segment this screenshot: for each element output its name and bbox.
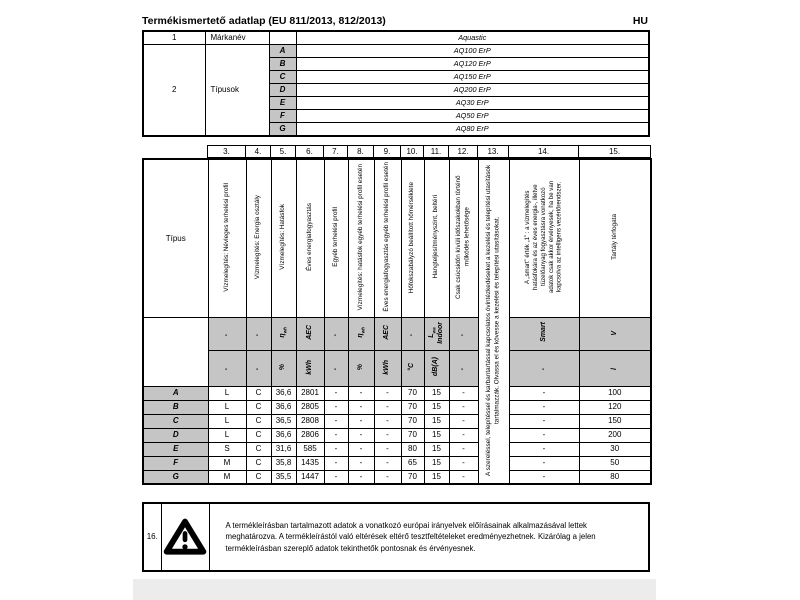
data-cell: - — [374, 400, 401, 414]
type-letter: C — [269, 71, 296, 84]
data-cell: - — [348, 442, 374, 456]
symbol-cell — [449, 317, 478, 350]
symbol-text: $\eta_{wh}$ — [356, 327, 365, 338]
type-letter: A — [269, 45, 296, 58]
data-cell: - — [374, 428, 401, 442]
data-cell: 15 — [424, 442, 449, 456]
type-value: AQ30 ErP — [296, 97, 649, 110]
column-header-text: Hangteljesítményszint, beltéri — [432, 195, 440, 279]
note-16-box — [142, 502, 650, 572]
unit-text: - — [459, 368, 467, 371]
unit-text: °C — [408, 362, 416, 371]
data-cell: M — [208, 456, 246, 470]
data-cell: C — [246, 442, 271, 456]
data-row — [143, 456, 651, 470]
data-cell: - — [449, 470, 478, 484]
data-cell: - — [348, 428, 374, 442]
unit-cell — [579, 350, 651, 386]
unit-cell — [449, 350, 478, 386]
column-number: 9. — [374, 146, 401, 158]
data-cell: 50 — [579, 456, 651, 470]
unit-row — [143, 350, 651, 386]
data-cell: - — [324, 400, 348, 414]
column-header-cell — [324, 159, 348, 317]
data-cell: 36,6 — [271, 386, 296, 400]
symbol-cell — [424, 317, 449, 350]
symbol-cell — [208, 317, 246, 350]
column-number: 5. — [271, 146, 296, 158]
symbol-text: - — [254, 333, 262, 336]
data-cell: - — [509, 470, 579, 484]
title-bar — [142, 15, 648, 27]
data-cell: - — [374, 470, 401, 484]
data-cell: - — [348, 400, 374, 414]
row-type-letter: G — [143, 470, 208, 484]
symbol-cell — [271, 317, 296, 350]
data-cell: 70 — [401, 428, 424, 442]
note-text: A termékleírásban tartalmazott adatok a vonatkozó európai irányelvek előírásainak alkalmazásával lettek meghatározva. A termékleírástól való eltérések eltérő tesztfeltételeket eredményezhetnek. Kizárólag a jelen termékleírásban szereplő adatok tekinthetők pontosnak és érvényesnek. — [209, 503, 649, 571]
data-cell: L — [208, 428, 246, 442]
data-cell: 15 — [424, 400, 449, 414]
symbol-text: $L_{wa}$ Indoor — [427, 321, 444, 344]
data-cell: 15 — [424, 386, 449, 400]
unit-text: kWh — [383, 359, 391, 375]
data-row — [143, 470, 651, 484]
column-number: 14. — [509, 146, 579, 158]
symbol-text: V — [610, 331, 618, 336]
column-header-text: Vízmelegítés: Hatásfok — [279, 204, 287, 271]
column-number: 13. — [478, 146, 509, 158]
warning-icon-cell — [161, 503, 209, 571]
data-cell: C — [246, 470, 271, 484]
column-header-text: Éves energiafogyasztás egyéb terhelési profil esetén — [383, 162, 391, 312]
type-row — [143, 45, 649, 58]
unit-text: kWh — [305, 359, 313, 375]
data-cell: 15 — [424, 428, 449, 442]
column-number-row — [208, 146, 651, 158]
note-row — [143, 503, 649, 571]
data-cell: - — [374, 386, 401, 400]
data-cell: 150 — [579, 414, 651, 428]
column-header-cell — [208, 159, 246, 317]
column-number: 10. — [401, 146, 424, 158]
column-number: 7. — [324, 146, 348, 158]
column-header-cell — [401, 159, 424, 317]
data-cell: - — [348, 456, 374, 470]
data-row — [143, 386, 651, 400]
unit-text: - — [331, 368, 339, 371]
data-cell: M — [208, 470, 246, 484]
data-cell: L — [208, 386, 246, 400]
data-cell: - — [324, 456, 348, 470]
symbol-cell — [296, 317, 324, 350]
data-cell: 35,8 — [271, 456, 296, 470]
column-number: 3. — [208, 146, 246, 158]
data-cell: - — [509, 386, 579, 400]
row-type-letter: F — [143, 456, 208, 470]
symbol-text: Smart — [539, 322, 547, 343]
unit-cell — [424, 350, 449, 386]
data-cell: - — [348, 414, 374, 428]
data-cell: 31,6 — [271, 442, 296, 456]
column-header-text: A „smart” érték „1” : a vízmelegítés hatásfokára és az éves energia-, illetve tüzelőanyag fogyasztásra vonatkozó adatok csak akkor érvényesek, ha be van kapcsolva az intelligens vezérlőrendszer. — [524, 181, 563, 294]
column-header-cell — [579, 159, 651, 317]
symbol-text: AEC — [305, 325, 313, 340]
column-header-cell — [424, 159, 449, 317]
data-cell: 2801 — [296, 386, 324, 400]
data-cell: 2805 — [296, 400, 324, 414]
column-header-text: Éves energiafogyasztás — [305, 203, 313, 272]
unit-cell — [509, 350, 579, 386]
row-type-letter: A — [143, 386, 208, 400]
type-value: AQ120 ErP — [296, 58, 649, 71]
data-cell: 30 — [579, 442, 651, 456]
brand-label: Márkanév — [205, 31, 269, 45]
row-type-letter: D — [143, 428, 208, 442]
note-number-cell: 16. — [143, 503, 161, 571]
column-number: 8. — [348, 146, 374, 158]
data-cell: - — [449, 386, 478, 400]
symbol-text: - — [459, 333, 467, 336]
data-cell: - — [324, 428, 348, 442]
symbol-text: AEC — [383, 325, 391, 340]
data-row — [143, 428, 651, 442]
page-edge-shadow — [133, 579, 656, 600]
unit-cell — [271, 350, 296, 386]
symbol-row — [143, 317, 651, 350]
type-letter: E — [269, 97, 296, 110]
data-cell: - — [374, 414, 401, 428]
data-cell: C — [246, 400, 271, 414]
unit-text: - — [254, 368, 262, 371]
column-header-cell — [271, 159, 296, 317]
data-cell: 80 — [401, 442, 424, 456]
data-cell: 200 — [579, 428, 651, 442]
header-row — [143, 159, 651, 317]
main-data-table — [142, 158, 652, 485]
unit-cell — [296, 350, 324, 386]
symbol-cell — [324, 317, 348, 350]
column-header-text: Vízmelegítés: Energia osztály — [254, 195, 262, 280]
column-header-text: Vízmelegítés: Névleges terhelési profil — [222, 182, 230, 292]
data-cell: 585 — [296, 442, 324, 456]
data-cell: - — [449, 414, 478, 428]
symbol-text: $\eta_{wh}$ — [279, 327, 288, 338]
data-row — [143, 400, 651, 414]
type-letter: G — [269, 123, 296, 137]
data-cell: 70 — [401, 386, 424, 400]
data-cell: 70 — [401, 470, 424, 484]
data-cell: - — [324, 414, 348, 428]
symbol-cell — [348, 317, 374, 350]
type-value: AQ100 ErP — [296, 45, 649, 58]
warning-triangle-icon — [162, 517, 209, 557]
data-cell: 15 — [424, 414, 449, 428]
column-header-text: Egyéb terhelési profil — [331, 207, 339, 267]
column-header-cell — [449, 159, 478, 317]
column-header-cell — [348, 159, 374, 317]
data-cell: - — [374, 456, 401, 470]
column-header-text: Vízmelegítés: hatásfok egyéb terhelési profil esetén — [356, 163, 364, 311]
column-number: 15. — [579, 146, 651, 158]
symbol-cell — [509, 317, 579, 350]
unit-text: l — [610, 368, 618, 371]
data-cell: 36,6 — [271, 400, 296, 414]
type-value: AQ200 ErP — [296, 84, 649, 97]
data-cell: - — [348, 386, 374, 400]
data-cell: - — [509, 428, 579, 442]
column-header-cell — [478, 159, 509, 484]
data-cell: - — [449, 428, 478, 442]
type-value: AQ150 ErP — [296, 71, 649, 84]
data-cell: - — [324, 386, 348, 400]
unit-cell — [401, 350, 424, 386]
type-letter: F — [269, 110, 296, 123]
type-letter: D — [269, 84, 296, 97]
data-cell: - — [509, 414, 579, 428]
type-value: AQ50 ErP — [296, 110, 649, 123]
data-cell: - — [374, 442, 401, 456]
symbol-text: - — [331, 333, 339, 336]
type-value: AQ80 ErP — [296, 123, 649, 137]
data-cell: 36,5 — [271, 414, 296, 428]
data-cell: C — [246, 428, 271, 442]
symbol-cell — [579, 317, 651, 350]
brand-row — [143, 31, 649, 45]
data-cell: C — [246, 414, 271, 428]
tipus-header-cell — [143, 159, 208, 317]
column-header-cell — [509, 159, 579, 317]
unit-cell — [348, 350, 374, 386]
data-cell: 1447 — [296, 470, 324, 484]
column-header-cell — [246, 159, 271, 317]
data-cell: - — [324, 442, 348, 456]
symbol-cell — [401, 317, 424, 350]
symbol-text: - — [222, 333, 230, 336]
unit-text: dB(A) — [432, 357, 440, 377]
data-cell: - — [449, 456, 478, 470]
unit-text: - — [539, 368, 547, 371]
data-cell: - — [449, 442, 478, 456]
type-letter: B — [269, 58, 296, 71]
column-number: 12. — [449, 146, 478, 158]
column-header-text: Tartály térfogata — [610, 214, 618, 261]
unit-cell — [374, 350, 401, 386]
data-cell: 100 — [579, 386, 651, 400]
column-header-text: A szereléssel, telepítéssel és karbantartással kapcsolatos óvintézkedéseket a kezelési és telepítési utasítások tartalmazzák. Olvassa el és kövesse a kezelési és telepítési utasításokat. — [484, 164, 501, 476]
column-number: 4. — [246, 146, 271, 158]
row-type-letter: B — [143, 400, 208, 414]
symbol-cell — [246, 317, 271, 350]
data-cell: 80 — [579, 470, 651, 484]
data-row — [143, 414, 651, 428]
row-number: 1 — [143, 31, 205, 45]
data-cell: - — [324, 470, 348, 484]
column-header-cell — [374, 159, 401, 317]
column-number-strip — [207, 145, 651, 158]
unit-cell — [246, 350, 271, 386]
symbol-text: - — [408, 333, 416, 336]
column-header-cell — [296, 159, 324, 317]
unit-text: % — [279, 364, 287, 371]
data-cell: C — [246, 386, 271, 400]
unit-cell — [324, 350, 348, 386]
column-number: 11. — [424, 146, 449, 158]
symbol-cell — [374, 317, 401, 350]
column-number: 6. — [296, 146, 324, 158]
data-cell: - — [509, 442, 579, 456]
brand-letter-cell — [269, 31, 296, 45]
data-cell: 2806 — [296, 428, 324, 442]
brand-types-table — [142, 30, 650, 137]
tipus-spacer-cell — [143, 317, 208, 386]
data-cell: 15 — [424, 470, 449, 484]
data-cell: 2808 — [296, 414, 324, 428]
data-cell: 15 — [424, 456, 449, 470]
data-row — [143, 442, 651, 456]
data-cell: 120 — [579, 400, 651, 414]
column-header-text: Hőfokszabályzó beállított hőmérséklete — [408, 181, 416, 293]
row-type-letter: E — [143, 442, 208, 456]
column-header-text: Csak csúcsidőn kívüli időszakokban történő működés lehetősége — [455, 175, 471, 299]
row-number: 2 — [143, 45, 205, 137]
data-cell: S — [208, 442, 246, 456]
data-cell: - — [509, 400, 579, 414]
unit-text: % — [356, 364, 364, 371]
page-title: Termékismertető adatlap (EU 811/2013, 812/2013) — [142, 15, 386, 27]
language-code: HU — [632, 15, 648, 27]
data-cell: L — [208, 400, 246, 414]
unit-text: - — [222, 368, 230, 371]
row-type-letter: C — [143, 414, 208, 428]
data-cell: C — [246, 456, 271, 470]
data-cell: L — [208, 414, 246, 428]
tipus-label: Típus — [165, 233, 186, 243]
unit-cell — [208, 350, 246, 386]
data-cell: - — [509, 456, 579, 470]
types-label: Típusok — [205, 45, 269, 137]
brand-value: Aquastic — [296, 31, 649, 45]
data-cell: 36,6 — [271, 428, 296, 442]
data-cell: 1435 — [296, 456, 324, 470]
data-cell: 65 — [401, 456, 424, 470]
data-cell: 70 — [401, 414, 424, 428]
data-cell: - — [348, 470, 374, 484]
data-cell: 35,5 — [271, 470, 296, 484]
data-cell: - — [449, 400, 478, 414]
data-cell: 70 — [401, 400, 424, 414]
